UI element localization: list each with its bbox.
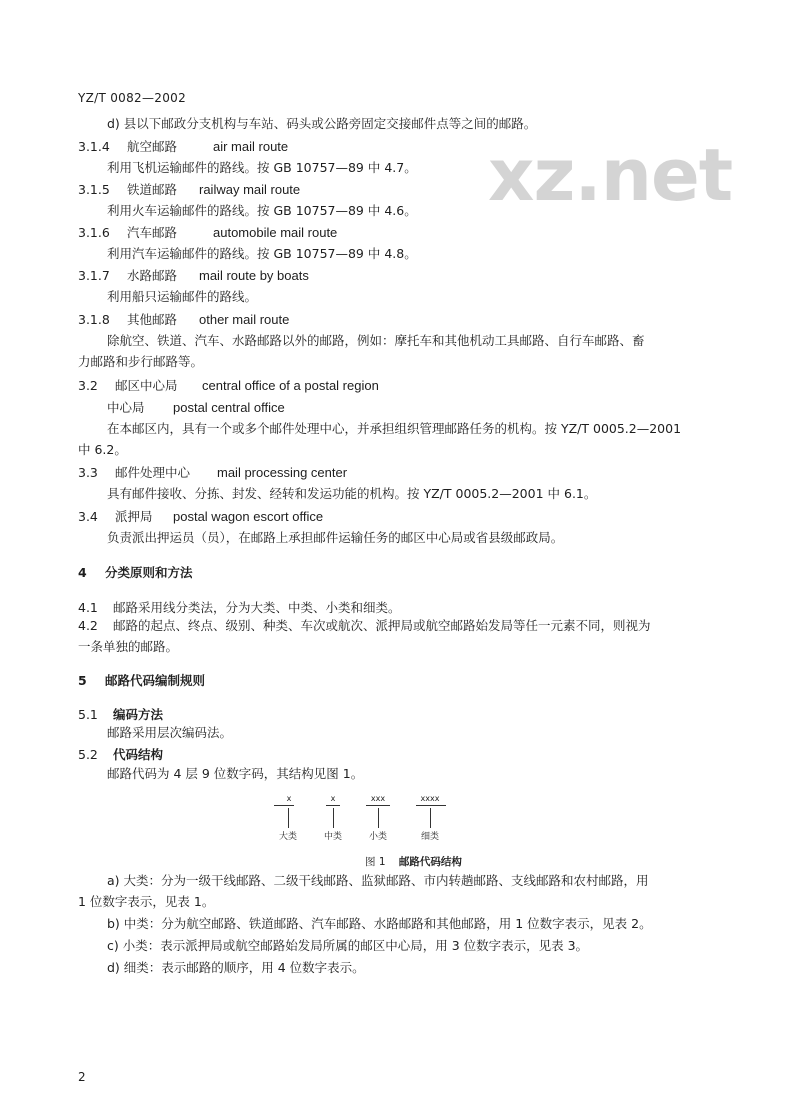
section-3-4-english: postal wagon escort office xyxy=(173,509,324,524)
item-c-line: c) 小类：表示派押局或航空邮路始发局所属的邮区中心局，用 3 位数字表示，见表 3。 xyxy=(107,938,589,953)
figure-label-major: 大类 xyxy=(278,832,297,842)
figure-tick-3 xyxy=(378,808,379,828)
item-a-line1: a) 大类：分为一级干线邮路、二级干线邮路、监狱邮路、市内转趟邮路、支线邮路和农村邮路，用 xyxy=(107,873,649,888)
section-3-1-4-definition: 利用飞机运输邮件的路线。按 GB 10757—89 中 4.7。 xyxy=(107,160,417,175)
section-3-1-5-definition: 利用火车运输邮件的路线。按 GB 10757—89 中 4.6。 xyxy=(107,203,417,218)
item-dd-line: d) 细类：表示邮路的顺序，用 4 位数字表示。 xyxy=(107,960,365,975)
section-3-1-5-term: 铁道邮路 xyxy=(127,182,178,197)
section-3-1-4-english: air mail route xyxy=(213,139,289,154)
item-d-line: d) 县以下邮政分支机构与车站、码头或公路旁固定交接邮件点等之间的邮路。 xyxy=(107,116,537,131)
section-4-1-number: 4.1 xyxy=(78,600,98,615)
section-3-1-7-term: 水路邮路 xyxy=(127,268,178,283)
figure-caption xyxy=(365,854,462,870)
figure-tick-1 xyxy=(288,808,289,828)
section-3-1-7-english: mail route by boats xyxy=(199,268,309,283)
section-5-1-title: 编码方法 xyxy=(113,707,164,722)
page-number: 2 xyxy=(78,1070,86,1084)
section-4-2-text-line1: 邮路的起点、终点、级别、种类、车次或航次、派押局或航空邮路始发局等任一元素不同，则视为 xyxy=(113,618,651,633)
section-3-1-5-number: 3.1.5 xyxy=(78,182,110,197)
section-5-number: 5 xyxy=(78,673,87,688)
section-3-2-definition-line1: 在本邮区内，具有一个或多个邮件处理中心，并承担组织管理邮路任务的机构。按 YZ/T 0005.2—2001 xyxy=(107,421,682,436)
section-4-title: 分类原则和方法 xyxy=(105,565,193,580)
section-3-1-6-number: 3.1.6 xyxy=(78,225,110,240)
figure-label-medium: 中类 xyxy=(323,832,342,842)
figure-top-label-3: xxx xyxy=(370,794,386,803)
section-3-2-alt-term: 中心局 xyxy=(107,400,145,415)
section-3-1-7-number: 3.1.7 xyxy=(78,268,110,283)
figure-underline-1 xyxy=(274,805,294,806)
section-3-1-8-number: 3.1.8 xyxy=(78,312,110,327)
section-3-4-term: 派押局 xyxy=(115,509,153,524)
section-3-4-definition: 负责派出押运员（员），在邮路上承担邮件运输任务的邮区中心局或省县级邮政局。 xyxy=(107,530,564,545)
section-3-1-4-term: 航空邮路 xyxy=(127,139,178,154)
section-5-2-text: 邮路代码为 4 层 9 位数字码，其结构见图 1。 xyxy=(107,766,364,781)
section-3-1-8-term: 其他邮路 xyxy=(127,312,178,327)
figure-tick-2 xyxy=(333,808,334,828)
figure-label-minor: 小类 xyxy=(368,832,387,842)
section-5-2-title: 代码结构 xyxy=(113,747,164,762)
section-3-3-number: 3.3 xyxy=(78,465,98,480)
section-3-1-8-definition-line1: 除航空、铁道、汽车、水路邮路以外的邮路，例如：摩托车和其他机动工具邮路、自行车邮路、畜 xyxy=(107,333,645,348)
section-3-2-alt-english: postal central office xyxy=(173,400,285,415)
section-3-1-7-definition: 利用船只运输邮件的路线。 xyxy=(107,289,258,304)
section-3-1-4-number: 3.1.4 xyxy=(78,139,110,154)
section-4-1-text: 邮路采用线分类法，分为大类、中类、小类和细类。 xyxy=(113,600,401,615)
section-3-1-8-english: other mail route xyxy=(199,312,290,327)
section-3-1-5-english: railway mail route xyxy=(199,182,301,197)
section-5-1-number: 5.1 xyxy=(78,707,98,722)
item-a-line2: 1 位数字表示，见表 1。 xyxy=(78,894,215,909)
section-3-2-term: 邮区中心局 xyxy=(115,378,178,393)
section-5-title: 邮路代码编制规则 xyxy=(105,673,206,688)
figure-underline-2 xyxy=(326,805,340,806)
section-3-3-english: mail processing center xyxy=(217,465,348,480)
section-3-2-english: central office of a postal region xyxy=(202,378,379,393)
section-4-2-text-line2: 一条单独的邮路。 xyxy=(78,639,179,654)
section-3-1-6-term: 汽车邮路 xyxy=(127,225,178,240)
figure-tick-4 xyxy=(430,808,431,828)
figure-underline-3 xyxy=(366,805,390,806)
section-3-1-6-definition: 利用汽车运输邮件的路线。按 GB 10757—89 中 4.8。 xyxy=(107,246,417,261)
figure-top-label-4: xxxx xyxy=(420,794,440,803)
section-3-1-8-definition-line2: 力邮路和步行邮路等。 xyxy=(78,354,204,369)
section-3-3-definition: 具有邮件接收、分拣、封发、经转和发运功能的机构。按 YZ/T 0005.2—2001 中 6.1。 xyxy=(107,486,597,501)
watermark-text: xz.net xyxy=(488,133,733,217)
section-3-1-6-english: automobile mail route xyxy=(213,225,338,240)
figure-top-label-2: x xyxy=(330,794,336,803)
section-4-number: 4 xyxy=(78,565,87,580)
section-5-2-number: 5.2 xyxy=(78,747,98,762)
figure-caption-number: 图 1 xyxy=(365,856,386,868)
figure-caption-title: 邮路代码结构 xyxy=(398,856,462,868)
figure-top-label-1: x xyxy=(286,794,292,803)
section-3-2-number: 3.2 xyxy=(78,378,98,393)
figure-label-fine: 细类 xyxy=(420,832,439,842)
standard-code-header: YZ/T 0082—2002 xyxy=(78,91,187,105)
section-4-2-number: 4.2 xyxy=(78,618,98,633)
figure-underline-4 xyxy=(416,805,446,806)
section-3-4-number: 3.4 xyxy=(78,509,98,524)
section-3-2-definition-line2: 中 6.2。 xyxy=(78,442,127,457)
item-b-line: b) 中类：分为航空邮路、铁道邮路、汽车邮路、水路邮路和其他邮路，用 1 位数字表示，见表 2。 xyxy=(107,916,652,931)
section-5-1-text: 邮路采用层次编码法。 xyxy=(107,725,233,740)
section-3-3-term: 邮件处理中心 xyxy=(115,465,191,480)
